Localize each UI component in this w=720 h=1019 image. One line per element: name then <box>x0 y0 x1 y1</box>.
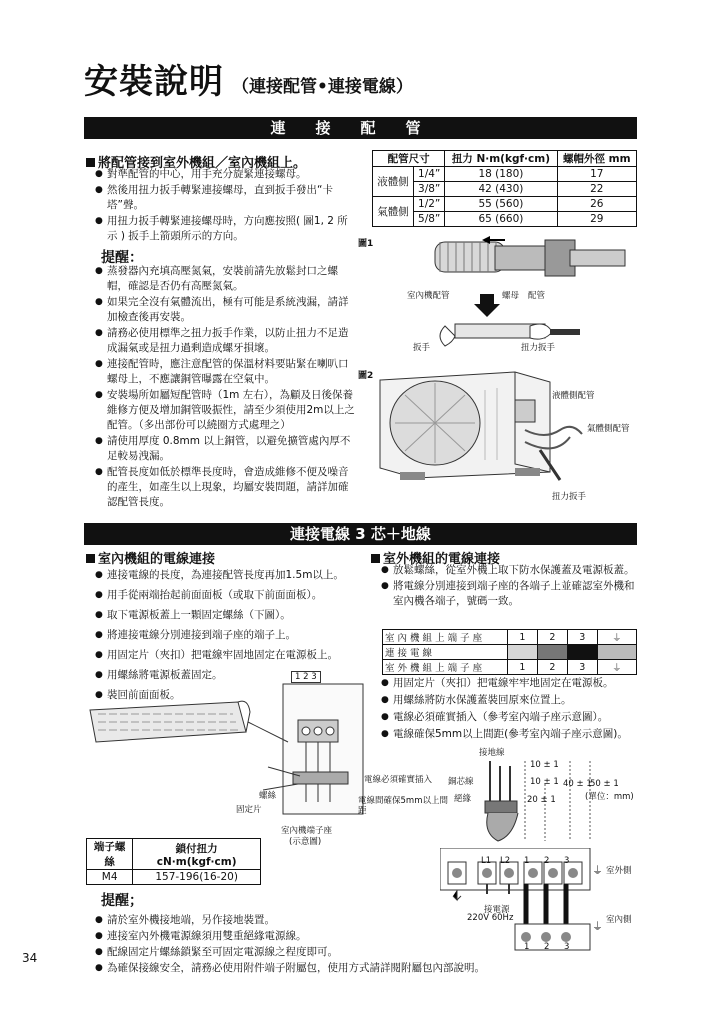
terminal-subtitle-label: (示意圖) <box>289 837 322 847</box>
wire-insert-label: 電線必須確實插入 <box>364 775 433 785</box>
square-bullet-icon <box>371 554 380 563</box>
dimension-4: 50 ± 1 <box>590 779 619 789</box>
table-row: 室 內 機 組 上 端 子 座 1 2 3 ⏚ <box>383 630 637 645</box>
list-item: ● 用固定片（夾扣）把電線牢牢地固定在電源板。 <box>381 675 643 691</box>
list-item: ● 用扭力扳手轉緊連接螺母時，方向應按照( 圖1, 2 所示 ) 扳手上箭頭所示的方向。 <box>95 214 357 244</box>
figure-1-label: 圖1 <box>358 239 374 249</box>
terminal-2: 2 <box>544 856 550 866</box>
indoor-terminal-numbers: 1 2 3 <box>291 671 321 683</box>
outdoor-side-label: 室外側 <box>606 866 632 876</box>
terminal-bottom-1: 1 <box>524 942 530 952</box>
ground-symbol-icon: ⏚ <box>592 864 603 877</box>
page-number: 34 <box>22 951 38 965</box>
list-item: ● 為確保接線安全，請務必使用附件端子附屬包，使用方式請詳閱附屬包內部說明。 <box>95 961 547 976</box>
figure-2-outdoor-unit <box>375 360 595 488</box>
nut-label: 螺母 <box>502 291 520 301</box>
list-item: ● 配線固定片螺絲鎖緊至可固定電源線之程度即可。 <box>95 945 565 960</box>
piping-notes <box>95 264 357 511</box>
table-row: 5/8” 65 (660) 29 <box>373 212 637 227</box>
table-header-row: 配管尺寸 扭力 N·m(kgf·cm) 螺帽外徑 mm <box>373 151 637 167</box>
table-row: 室 外 機 組 上 端 子 座 1 2 3 ⏚ <box>383 660 637 675</box>
wire-gap-label: 電線間確保5mm以上間距 <box>358 796 448 816</box>
terminal-match-table <box>382 629 637 675</box>
indoor-unit-figure <box>88 672 378 832</box>
insulation-label: 絕緣 <box>454 794 472 804</box>
list-item: ● 用螺絲將電源板蓋固定。 <box>95 666 370 685</box>
terminal-L1: L1 <box>481 856 492 866</box>
list-item: ● 請務必使用標準之扭力扳手作業，以防止扭力不足造成漏氣或是扭力過剩造成螺牙損壞。 <box>95 326 357 356</box>
table-row: M4 157-196(16-20) <box>87 870 261 885</box>
list-item: ● 請使用厚度 0.8mm 以上銅管，以避免擴管處內厚不足較易洩漏。 <box>95 434 357 464</box>
ground-wire-label: 接地線 <box>479 748 505 758</box>
section-bar-wiring: 連接電線 3 芯＋地線 <box>84 523 637 545</box>
bare-wire-label: 銅芯線 <box>448 777 474 787</box>
indoor-wiring-heading: 室內機組的電線連接 <box>86 548 215 567</box>
list-item: ● 取下電源板蓋上一顆固定螺絲（下圖）。 <box>95 606 370 625</box>
list-item: ● 如果完全沒有氣體流出，極有可能是系統洩漏，請詳加檢查後再安裝。 <box>95 295 357 325</box>
section-bar-piping: 連接配管 <box>84 117 637 139</box>
wiring-notes <box>95 913 565 977</box>
list-item: ● 用螺絲將防水保護蓋裝回原來位置上。 <box>381 692 643 708</box>
list-item: ● 電線確保5mm以上間距(參考室內端子座示意圖)。 <box>381 726 643 742</box>
wiring-note-title: 提醒； <box>101 893 143 909</box>
list-item: ● 將電線分別連接到端子座的各端子上並確認室外機和室內機各端子，號碼一致。 <box>381 579 641 609</box>
list-item: ● 連接電線的長度，為連接配管長度再加1.5m以上。 <box>95 566 370 585</box>
terminal-title-label: 室內機端子座 <box>281 826 333 836</box>
dimension-1: 10 ± 1 <box>530 760 559 770</box>
dimension-2: 10 ± 1 <box>530 777 559 787</box>
table-row: 3/8” 42 (430) 22 <box>373 182 637 197</box>
square-bullet-icon <box>86 158 95 167</box>
screw-torque-table <box>86 838 261 885</box>
list-item: ● 用固定片（夾扣）把電線牢固地固定在電源板上。 <box>95 646 370 665</box>
clip-label: 固定片 <box>236 805 262 815</box>
outdoor-wiring-steps-a <box>381 563 641 610</box>
terminal-3: 3 <box>564 856 570 866</box>
torque-wrench-label: 扭力扳手 <box>521 343 556 353</box>
torque-table <box>372 150 637 227</box>
piping-heading: 將配管接到室外機組／室內機組上。 <box>86 152 306 171</box>
page-subtitle: （連接配管•連接電線） <box>232 77 413 97</box>
terminal-bottom-2: 2 <box>544 942 550 952</box>
ground-symbol-icon: ⏚ <box>592 920 603 933</box>
list-item: ● 用手從兩端抬起前面面板（或取下前面面板）。 <box>95 586 370 605</box>
list-item: ● 配管長度如低於標準長度時，會造成維修不便及噪音的產生，如產生以上現象，均屬安裝問題，請詳加確認配管長度。 <box>95 465 357 510</box>
list-item: ● 對準配管的中心，用手充分旋緊連接螺母。 <box>95 167 357 182</box>
table-row: 氣體側 1/2” 55 (560) 26 <box>373 197 637 212</box>
figure-2-label: 圖2 <box>358 371 374 381</box>
piping-steps <box>95 167 357 245</box>
table-row: 連 接 電 線 <box>383 645 637 660</box>
square-bullet-icon <box>86 554 95 563</box>
terminal-1: 1 <box>524 856 530 866</box>
flare-nut-drawing <box>495 240 625 276</box>
list-item: ● 然後用扭力扳手轉緊連接螺母，直到扳手發出“卡塔”聲。 <box>95 183 357 213</box>
list-item: ● 將連接電線分別連接到端子座的端子上。 <box>95 626 370 645</box>
outdoor-wiring-heading: 室外機組的電線連接 <box>371 548 500 567</box>
power-spec-label: 220V 60Hz <box>467 913 514 923</box>
liquid-pipe-label: 液體側配管 <box>552 391 595 401</box>
dimension-3: 40 ± 1 <box>563 779 592 789</box>
list-item: ● 請於室外機接地端，另作接地裝置。 <box>95 913 565 928</box>
torque-wrench-label-2: 扭力扳手 <box>552 492 587 502</box>
piping-note-title: 提醒： <box>101 250 143 266</box>
indoor-pipe-label: 室內機配管 <box>407 291 450 301</box>
power-label: 接電源 <box>484 905 510 915</box>
ground-symbol-icon: ⏚ <box>597 630 636 645</box>
wrench-drawing <box>440 324 580 346</box>
down-arrow-icon <box>474 294 500 317</box>
unit-label: (單位：mm) <box>585 792 634 802</box>
list-item: ● 連接室內外機電源線須用雙重絕緣電源線。 <box>95 929 565 944</box>
pipe-label: 配管 <box>528 291 546 301</box>
list-item: ● 裝回前面面板。 <box>95 686 370 705</box>
ground-symbol-icon: ⏚ <box>597 660 636 675</box>
screw-label: 螺絲 <box>259 791 277 801</box>
spanner-label: 扳手 <box>413 343 431 353</box>
gas-pipe-label: 氣體側配管 <box>587 424 630 434</box>
list-item: ● 蒸發器內充填高壓氮氣，安裝前請先放鬆封口之螺帽，確認是否仍有高壓氮氣。 <box>95 264 357 294</box>
terminal-L2: L2 <box>500 856 511 866</box>
list-item: ● 電線必須確實插入（參考室內端子座示意圖）。 <box>381 709 643 725</box>
dimension-5: 20 ± 1 <box>527 795 556 805</box>
table-header-row: 端子螺絲 鎖付扭力 cN·m(kgf·cm) <box>87 839 261 870</box>
table-row: 液體側 1/4” 18 (180) 17 <box>373 167 637 182</box>
indoor-side-label: 室內側 <box>606 915 632 925</box>
page-title: 安裝說明 <box>84 62 224 102</box>
outdoor-wiring-steps-b <box>381 675 643 743</box>
list-item: ● 放鬆螺絲，從室外機上取下防水保護蓋及電源板蓋。 <box>381 563 641 578</box>
list-item: ● 連接配管時，應注意配管的保溫材料要貼緊在喇叭口螺母上，不應讓銅管曝露在空氣中。 <box>95 357 357 387</box>
list-item: ● 安裝場所如屬短配管時（1m 左右），為顧及日後保養維修方便及增加銅管吸振性，請至少須使用2m以上之配管。（多出部份可以繞圈方式處理之） <box>95 388 357 433</box>
terminal-bottom-3: 3 <box>564 942 570 952</box>
